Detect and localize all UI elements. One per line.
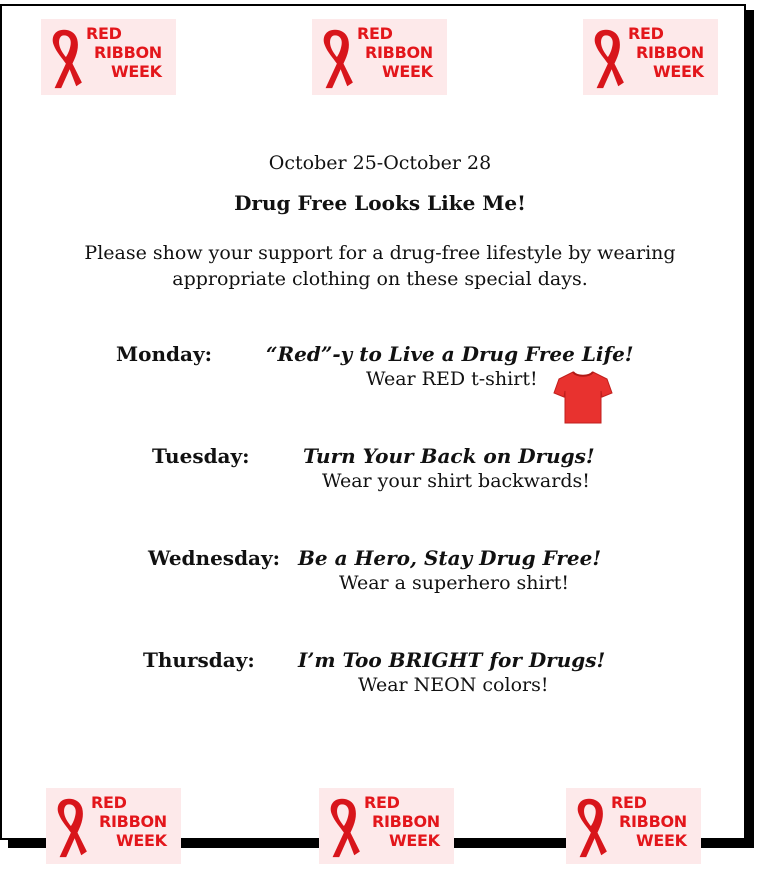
day-label-monday: Monday: — [116, 342, 212, 366]
red-ribbon-week-logo-bottom-left — [46, 788, 181, 864]
day-label-wednesday: Wednesday: — [148, 546, 281, 570]
logo-line-ribbon: RIBBON — [94, 43, 162, 62]
red-tshirt-icon — [553, 369, 613, 425]
logo-line-ribbon: RIBBON — [636, 43, 704, 62]
red-ribbon-icon — [323, 795, 361, 859]
day-label-tuesday: Tuesday: — [152, 444, 250, 468]
theme-tuesday: Turn Your Back on Drugs! — [303, 444, 595, 468]
intro-line-1: Please show your support for a drug-free lifestyle by wearing — [84, 242, 676, 264]
theme-monday: “Red”-y to Live a Drug Free Life! — [266, 342, 634, 366]
theme-thursday: I’m Too BRIGHT for Drugs! — [298, 648, 606, 672]
instruction-monday: Wear RED t-shirt! — [366, 368, 538, 390]
logo-line-red: RED — [364, 793, 400, 812]
red-ribbon-week-logo-top-left — [41, 19, 176, 95]
red-ribbon-icon — [587, 26, 625, 90]
logo-line-week: WEEK — [382, 62, 433, 81]
red-ribbon-week-logo-bottom-right — [566, 788, 701, 864]
intro-line-2: appropriate clothing on these special days. — [172, 268, 588, 290]
date-range: October 25-October 28 — [268, 152, 492, 174]
intro-text — [0, 240, 759, 292]
logo-line-week: WEEK — [389, 831, 440, 850]
headline: Drug Free Looks Like Me! — [234, 191, 526, 215]
flyer-page — [0, 4, 746, 840]
logo-line-red: RED — [357, 24, 393, 43]
instruction-tuesday: Wear your shirt backwards! — [322, 470, 590, 492]
logo-line-week: WEEK — [116, 831, 167, 850]
day-label-thursday: Thursday: — [143, 648, 255, 672]
logo-line-week: WEEK — [653, 62, 704, 81]
theme-wednesday: Be a Hero, Stay Drug Free! — [298, 546, 602, 570]
red-ribbon-week-logo-bottom-center — [319, 788, 454, 864]
logo-line-red: RED — [628, 24, 664, 43]
page-shadow-right — [746, 10, 754, 848]
logo-line-ribbon: RIBBON — [372, 812, 440, 831]
red-ribbon-week-logo-top-center — [312, 19, 447, 95]
logo-line-ribbon: RIBBON — [99, 812, 167, 831]
red-ribbon-week-logo-top-right — [583, 19, 718, 95]
logo-line-ribbon: RIBBON — [365, 43, 433, 62]
logo-line-week: WEEK — [111, 62, 162, 81]
logo-line-red: RED — [91, 793, 127, 812]
red-ribbon-icon — [570, 795, 608, 859]
instruction-thursday: Wear NEON colors! — [358, 674, 549, 696]
instruction-wednesday: Wear a superhero shirt! — [339, 572, 569, 594]
logo-line-red: RED — [86, 24, 122, 43]
red-ribbon-icon — [45, 26, 83, 90]
red-ribbon-icon — [316, 26, 354, 90]
logo-line-week: WEEK — [636, 831, 687, 850]
logo-line-red: RED — [611, 793, 647, 812]
logo-line-ribbon: RIBBON — [619, 812, 687, 831]
red-ribbon-icon — [50, 795, 88, 859]
